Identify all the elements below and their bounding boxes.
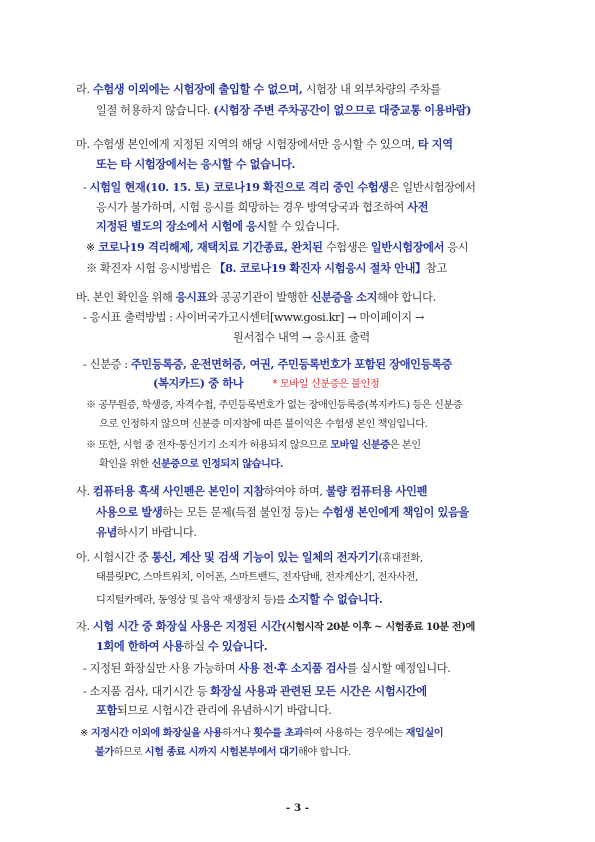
- ba-line-1: [76, 288, 436, 307]
- ma-sub-3: [96, 217, 339, 236]
- text: - 응시표 출력방법 : 사이버국가고시센터[www.gosi.kr] → 마이페이지 →: [83, 311, 424, 324]
- ma-line-1: [76, 135, 453, 154]
- text: ※ 또한, 시험 중 전자·통신기기 소지가 허용되지 않으므로: [86, 440, 331, 451]
- text: 자.: [76, 620, 93, 633]
- highlight: 통신, 계산 및 검색 기능이 있는 일체의 전자기기: [151, 550, 379, 564]
- text: 참고: [425, 262, 447, 275]
- highlight: 코로나19 격리해제, 재택치료 기간종료, 완치된: [98, 240, 323, 254]
- ma-sub-1: [83, 178, 476, 197]
- text: 응시: [444, 241, 469, 254]
- highlight: 수험생 본인에게 책임이 있음을: [322, 505, 469, 519]
- text: 하여야 하며,: [263, 485, 326, 498]
- a-line-3: [96, 590, 382, 610]
- ra-line-1: [76, 80, 441, 99]
- ja-note-1b: [95, 743, 351, 762]
- text: (시험시작 20분 이후 ~ 시험종료 10분 전)에: [281, 621, 475, 633]
- highlight: 소지할 수 없습니다.: [288, 592, 383, 606]
- text: 하시기 바랍니다.: [116, 526, 197, 539]
- highlight: 신분증을 소지: [310, 290, 378, 304]
- ba-sub-2: [83, 355, 452, 374]
- text: - 신분증 :: [83, 358, 131, 371]
- ja-line-2: [96, 637, 267, 656]
- highlight: (시험장 주변 주차공간이 없으므로 대중교통 이용바람): [213, 103, 472, 117]
- ba-note-1b: [99, 416, 427, 434]
- highlight: 불가: [95, 746, 114, 758]
- text: ※ 확진자 시험 응시방법은: [86, 262, 215, 275]
- text: 되므로 시험시간 관리에 유념하시기 바랍니다.: [116, 704, 332, 717]
- text: -: [83, 181, 90, 194]
- text: 확인을 위한: [99, 459, 152, 470]
- ja-line-1: [76, 617, 475, 636]
- highlight: 응시표: [175, 290, 208, 304]
- text: 라.: [76, 83, 93, 96]
- ba-note-1: [86, 397, 462, 415]
- text: 원서접수 내역 → 응시표 출력: [233, 331, 370, 344]
- sa-line-3: [96, 523, 197, 542]
- ma-note-1: [86, 238, 468, 257]
- highlight: 재입실이: [405, 727, 444, 739]
- highlight: 일반시험장에서: [370, 240, 445, 254]
- text: 하거나: [222, 728, 254, 739]
- text: 시험장 내 외부차량의 주차를: [302, 83, 441, 96]
- text: 응시가 불가하며, 시험 응시를 희망하는 경우 방역당국과 협조하여: [96, 201, 408, 214]
- highlight: 시험 종료 시까지 시험본부에서 대기: [144, 746, 299, 758]
- sa-line-1: [76, 482, 427, 501]
- text: 마. 수험생 본인에게 지정된 지역의 해당 시험장에서만 응시할 수 있으며,: [76, 138, 418, 151]
- a-line-2: [96, 569, 418, 587]
- highlight: 유념: [96, 525, 117, 539]
- text: 하여 사용하는 경우에는: [303, 728, 406, 739]
- highlight: 컴퓨터용 흑색 사인펜은 본인이 지참: [92, 484, 264, 498]
- text: 하는 모든 문제(득점 불인정 등)는: [162, 506, 323, 519]
- text: 와 공공기관이 발행한: [207, 291, 311, 304]
- highlight: 수 있습니다.: [207, 639, 268, 653]
- highlight: 【8. 코로나19 확진자 시험응시 절차 안내】: [214, 261, 426, 275]
- text: 으로 인정하지 않으며 신분증 미지참에 따른 불이익은 수험생 본인 책임입니다.: [99, 419, 428, 430]
- text: 할 수 있습니다.: [267, 220, 340, 233]
- ja-sub-2: [83, 682, 427, 701]
- ba-sub-1: [83, 309, 424, 327]
- text: - 소지품 검사, 대기시간 등: [83, 685, 211, 698]
- highlight: 사용으로 발생: [96, 505, 163, 519]
- ja-sub-1: [83, 659, 450, 678]
- text: 사.: [76, 485, 93, 498]
- text: 아. 시험시간 중: [76, 551, 152, 564]
- page-number: - 3 -: [285, 802, 310, 814]
- text: 일절 허용하지 않습니다.: [96, 104, 214, 117]
- text: 해야 합니다.: [377, 291, 436, 304]
- mobile-id-warning: * 모바일 신분증은 불인정: [272, 379, 380, 390]
- highlight: 불량 컴퓨터용 사인펜: [325, 484, 428, 498]
- ja-sub-2b: [96, 701, 332, 720]
- highlight: (복지카드) 중 하나: [153, 376, 244, 390]
- highlight: 시험일 현재(10. 15. 토) 코로나19 확진으로 격리 중인 수험생: [89, 180, 389, 194]
- text: 하므로: [113, 747, 145, 758]
- a-line-1: [76, 548, 423, 568]
- text: - 지정된 화장실만 사용 가능하며: [83, 662, 239, 675]
- ma-line-2: [96, 155, 295, 174]
- text: ※ 공무원증, 학생증, 자격수첩, 주민등록번호가 없는 장애인등록증(복지카드) 등은 신분증: [86, 400, 463, 411]
- highlight: 횟수를 초과: [253, 727, 304, 739]
- highlight: 지정된 별도의 장소에서 시험에 응시: [96, 219, 268, 233]
- highlight: 타 지역: [417, 137, 453, 151]
- text: 해야 합니다.: [298, 747, 351, 758]
- ba-note-2: [86, 436, 421, 455]
- highlight: 수험생 이외에는 시험장에 출입할 수 없으며,: [92, 82, 303, 96]
- text: ※: [80, 728, 91, 739]
- text: 를 실시할 예정입니다.: [346, 662, 451, 675]
- highlight: 주민등록증, 운전면허증, 여권, 주민등록번호가 포함된 장애인등록증: [130, 357, 453, 371]
- ba-sub-1b: [233, 329, 370, 347]
- text: 하실: [183, 640, 208, 653]
- text: 바. 본인 확인을 위해: [76, 291, 176, 304]
- text: (휴대전화,: [378, 553, 423, 564]
- text: 은 본인: [389, 440, 421, 451]
- highlight: 지정시간 이외에 화장실을 사용: [90, 727, 223, 739]
- text: 태블릿PC, 스마트워치, 이어폰, 스마트밴드, 전자담배, 전자계산기, 전자사전,: [96, 572, 418, 583]
- text: ※: [86, 241, 99, 254]
- highlight: 모바일 신분증: [330, 439, 390, 451]
- ja-note-1: [80, 724, 443, 743]
- highlight: 포함: [96, 703, 117, 717]
- ba-note-2b: [99, 455, 283, 474]
- ma-note-2: [86, 259, 447, 278]
- ra-line-2: [96, 101, 471, 120]
- text: 수험생은: [322, 241, 371, 254]
- text: 디지털카메라, 동영상 및 음악 재생장치 등)를: [96, 595, 289, 606]
- highlight: 화장실 사용과 관련된 모든 시간은 시험시간에: [210, 684, 427, 698]
- highlight: 시험 시간 중 화장실 사용은 지정된 시간: [92, 619, 282, 633]
- text: 은 일반시험장에서: [388, 181, 476, 194]
- highlight: 사전: [407, 200, 429, 214]
- highlight: 사용 전·후 소지품 검사: [238, 661, 347, 675]
- highlight: 또는 타 시험장에서는 응시할 수 없습니다.: [96, 157, 296, 171]
- highlight: 1회에 한하여 사용: [96, 639, 184, 653]
- highlight: 신분증으로 인정되지 않습니다.: [151, 458, 283, 470]
- ba-sub-2b: [153, 374, 379, 394]
- sa-line-2: [96, 503, 469, 522]
- ma-sub-2: [96, 198, 428, 217]
